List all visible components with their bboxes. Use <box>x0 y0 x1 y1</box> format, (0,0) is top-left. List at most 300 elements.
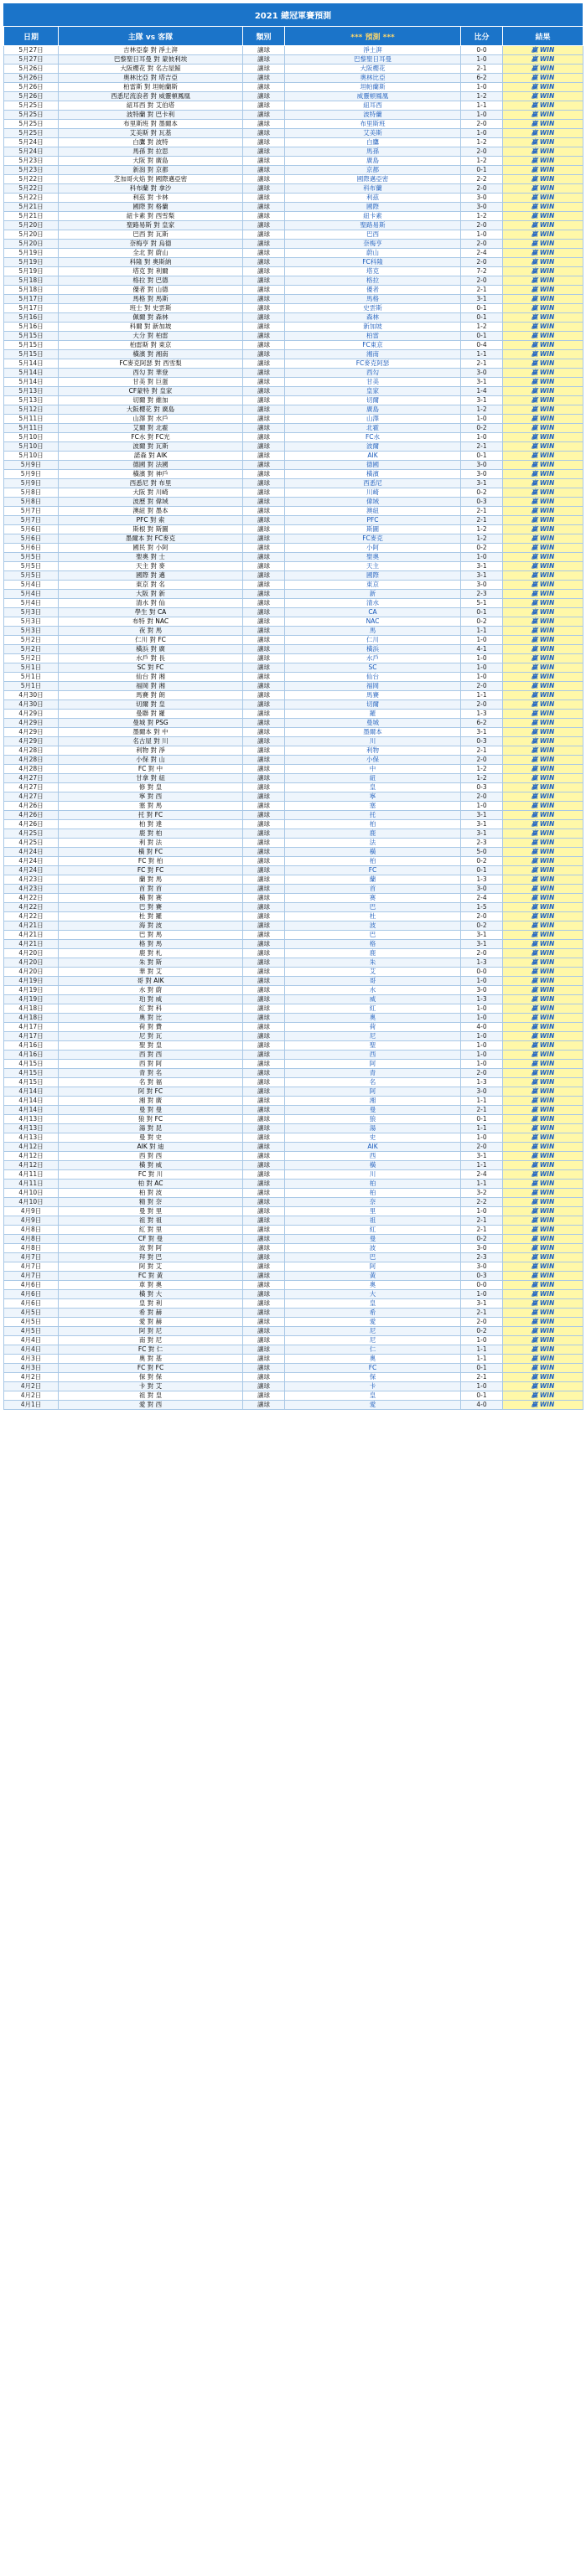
row-score: 1-2 <box>461 405 503 415</box>
row-result: 贏 WIN <box>503 1041 583 1051</box>
table-row <box>4 1355 583 1364</box>
row-match: 塔克 對 利爾 <box>59 267 243 276</box>
row-result: 贏 WIN <box>503 1272 583 1281</box>
table-row <box>4 811 583 820</box>
table-row <box>4 295 583 304</box>
table-row <box>4 728 583 737</box>
row-result: 贏 WIN <box>503 498 583 507</box>
row-type: 讓球 <box>243 111 285 120</box>
row-score: 2-1 <box>461 507 503 516</box>
row-pick: 奈 <box>285 1198 461 1207</box>
row-result: 贏 WIN <box>503 792 583 802</box>
row-pick: 尼 <box>285 1032 461 1041</box>
row-result: 贏 WIN <box>503 1364 583 1373</box>
row-score: 2-0 <box>461 276 503 286</box>
row-match: 馬格 對 馬斯 <box>59 295 243 304</box>
row-result: 贏 WIN <box>503 783 583 792</box>
row-type: 讓球 <box>243 212 285 221</box>
row-pick: 國際 <box>285 571 461 581</box>
row-date: 5月5日 <box>4 571 59 581</box>
row-match: 斯根 對 斯圖 <box>59 525 243 534</box>
row-type: 讓球 <box>243 1216 285 1226</box>
row-pick: FC <box>285 1364 461 1373</box>
row-match: 馬孫 對 拉思 <box>59 147 243 157</box>
row-result: 贏 WIN <box>503 387 583 396</box>
row-type: 讓球 <box>243 1391 285 1401</box>
row-match: 鹿 對 札 <box>59 949 243 958</box>
table-header-row <box>4 27 583 46</box>
table-row <box>4 1087 583 1097</box>
row-score: 4-0 <box>461 1023 503 1032</box>
row-pick: 新加坡 <box>285 323 461 332</box>
row-match: 紅 對 里 <box>59 1226 243 1235</box>
row-pick: 皇 <box>285 783 461 792</box>
row-type: 讓球 <box>243 839 285 848</box>
row-result: 贏 WIN <box>503 433 583 442</box>
row-date: 5月10日 <box>4 433 59 442</box>
row-score: 0-0 <box>461 1281 503 1290</box>
row-match: 拜 對 巴 <box>59 1253 243 1262</box>
page-title: 2021 總冠軍賽預測 <box>3 3 583 26</box>
row-score: 1-0 <box>461 636 503 645</box>
row-date: 5月27日 <box>4 55 59 65</box>
row-date: 5月14日 <box>4 359 59 369</box>
row-match: 曼聯 對 羅 <box>59 710 243 719</box>
table-row <box>4 230 583 240</box>
row-type: 讓球 <box>243 74 285 83</box>
row-pick: 尼 <box>285 1336 461 1345</box>
table-row <box>4 1391 583 1401</box>
row-match: 國際 對 格蘭 <box>59 203 243 212</box>
row-date: 4月7日 <box>4 1253 59 1262</box>
table-row <box>4 516 583 525</box>
table-row <box>4 1041 583 1051</box>
row-date: 4月22日 <box>4 894 59 903</box>
row-type: 讓球 <box>243 636 285 645</box>
row-date: 5月25日 <box>4 111 59 120</box>
row-result: 贏 WIN <box>503 378 583 387</box>
row-pick: 史 <box>285 1133 461 1143</box>
row-score: 1-0 <box>461 1051 503 1060</box>
row-result: 贏 WIN <box>503 1069 583 1078</box>
row-type: 讓球 <box>243 1373 285 1382</box>
row-pick: 橫濱 <box>285 470 461 479</box>
table-row <box>4 599 583 608</box>
row-type: 讓球 <box>243 691 285 700</box>
table-row <box>4 1115 583 1124</box>
row-score: 5-0 <box>461 848 503 857</box>
row-type: 讓球 <box>243 415 285 424</box>
row-score: 7-2 <box>461 267 503 276</box>
row-type: 讓球 <box>243 424 285 433</box>
row-date: 5月14日 <box>4 369 59 378</box>
row-score: 1-0 <box>461 1032 503 1041</box>
row-score: 2-0 <box>461 912 503 921</box>
row-match: 阿 對 FC <box>59 1087 243 1097</box>
row-date: 4月20日 <box>4 968 59 977</box>
table-row <box>4 857 583 866</box>
row-type: 讓球 <box>243 1290 285 1299</box>
table-row <box>4 1401 583 1410</box>
row-result: 贏 WIN <box>503 1051 583 1060</box>
table-row <box>4 276 583 286</box>
row-pick: 新 <box>285 590 461 599</box>
row-type: 讓球 <box>243 534 285 544</box>
row-date: 4月2日 <box>4 1373 59 1382</box>
row-date: 4月13日 <box>4 1133 59 1143</box>
row-score: 0-3 <box>461 498 503 507</box>
row-type: 讓球 <box>243 1115 285 1124</box>
row-date: 5月17日 <box>4 295 59 304</box>
row-result: 贏 WIN <box>503 507 583 516</box>
row-score: 2-0 <box>461 240 503 249</box>
table-row <box>4 1373 583 1382</box>
row-score: 1-0 <box>461 129 503 138</box>
row-result: 贏 WIN <box>503 203 583 212</box>
row-type: 讓球 <box>243 645 285 654</box>
row-type: 讓球 <box>243 1106 285 1115</box>
row-result: 贏 WIN <box>503 1014 583 1023</box>
row-match: 湯 對 昆 <box>59 1124 243 1133</box>
row-score: 1-3 <box>461 710 503 719</box>
row-result: 贏 WIN <box>503 1115 583 1124</box>
row-date: 4月23日 <box>4 885 59 894</box>
row-score: 3-0 <box>461 885 503 894</box>
row-match: 南 對 尼 <box>59 1336 243 1345</box>
row-date: 5月10日 <box>4 452 59 461</box>
row-score: 1-0 <box>461 673 503 682</box>
row-result: 贏 WIN <box>503 1078 583 1087</box>
table-row <box>4 848 583 857</box>
row-result: 贏 WIN <box>503 1097 583 1106</box>
row-pick: 皇 <box>285 1391 461 1401</box>
table-row <box>4 83 583 92</box>
row-pick: 奧林比亞 <box>285 74 461 83</box>
row-score: 2-1 <box>461 1216 503 1226</box>
row-pick: 阿 <box>285 1060 461 1069</box>
row-pick: 仁 <box>285 1345 461 1355</box>
row-type: 讓球 <box>243 461 285 470</box>
table-row <box>4 756 583 765</box>
row-pick: 斯圖 <box>285 525 461 534</box>
row-match: 全北 對 蔚山 <box>59 249 243 258</box>
row-pick: 國際 <box>285 203 461 212</box>
row-type: 讓球 <box>243 1382 285 1391</box>
row-match: 西 對 阿 <box>59 1060 243 1069</box>
row-score: 0-1 <box>461 166 503 175</box>
row-score: 4-1 <box>461 645 503 654</box>
row-pick: 東京 <box>285 581 461 590</box>
row-result: 贏 WIN <box>503 737 583 746</box>
row-date: 4月26日 <box>4 802 59 811</box>
row-result: 贏 WIN <box>503 55 583 65</box>
row-score: 2-1 <box>461 1106 503 1115</box>
table-row <box>4 488 583 498</box>
row-score: 1-2 <box>461 92 503 101</box>
row-match: 修 對 皇 <box>59 783 243 792</box>
row-result: 贏 WIN <box>503 1373 583 1382</box>
row-match: 湘 對 廣 <box>59 1097 243 1106</box>
row-match: 白鷹 對 波特 <box>59 138 243 147</box>
row-match: 橫 對 大 <box>59 1290 243 1299</box>
row-pick: 小保 <box>285 756 461 765</box>
table-row <box>4 498 583 507</box>
row-match: 卡 對 艾 <box>59 1382 243 1391</box>
row-result: 贏 WIN <box>503 1170 583 1180</box>
row-match: 天主 對 麥 <box>59 562 243 571</box>
header-score: 比分 <box>461 27 503 46</box>
row-date: 5月7日 <box>4 507 59 516</box>
row-type: 讓球 <box>243 147 285 157</box>
row-date: 4月5日 <box>4 1309 59 1318</box>
row-match: 橫浜 對 廣 <box>59 645 243 654</box>
row-result: 贏 WIN <box>503 405 583 415</box>
row-pick: 西 <box>285 1051 461 1060</box>
row-date: 5月24日 <box>4 138 59 147</box>
row-type: 讓球 <box>243 369 285 378</box>
row-date: 4月11日 <box>4 1180 59 1189</box>
row-score: 2-0 <box>461 147 503 157</box>
row-pick: 阿 <box>285 1262 461 1272</box>
row-match: 巴 對 馬 <box>59 931 243 940</box>
row-score: 0-1 <box>461 452 503 461</box>
table-row <box>4 304 583 313</box>
row-type: 讓球 <box>243 544 285 553</box>
row-result: 贏 WIN <box>503 295 583 304</box>
row-result: 贏 WIN <box>503 839 583 848</box>
row-date: 4月19日 <box>4 977 59 986</box>
row-date: 5月26日 <box>4 65 59 74</box>
row-result: 贏 WIN <box>503 949 583 958</box>
row-pick: 曼城 <box>285 719 461 728</box>
row-result: 贏 WIN <box>503 1355 583 1364</box>
row-match: 艾爾 對 北霍 <box>59 424 243 433</box>
table-row <box>4 507 583 516</box>
row-pick: 史雲斯 <box>285 304 461 313</box>
row-result: 贏 WIN <box>503 912 583 921</box>
row-match: 橫 對 赛 <box>59 894 243 903</box>
row-result: 贏 WIN <box>503 1262 583 1272</box>
row-result: 贏 WIN <box>503 46 583 55</box>
row-result: 贏 WIN <box>503 1382 583 1391</box>
row-date: 4月29日 <box>4 710 59 719</box>
row-type: 讓球 <box>243 581 285 590</box>
row-score: 2-3 <box>461 839 503 848</box>
row-pick: 大 <box>285 1290 461 1299</box>
table-row <box>4 654 583 663</box>
row-score: 2-2 <box>461 1198 503 1207</box>
row-result: 贏 WIN <box>503 571 583 581</box>
row-type: 讓球 <box>243 83 285 92</box>
row-match: 祖 對 祖 <box>59 1216 243 1226</box>
row-match: 曼 對 史 <box>59 1133 243 1143</box>
row-pick: 優者 <box>285 286 461 295</box>
table-row <box>4 1180 583 1189</box>
table-row <box>4 175 583 184</box>
row-result: 贏 WIN <box>503 442 583 452</box>
row-date: 5月19日 <box>4 267 59 276</box>
row-date: 4月19日 <box>4 995 59 1004</box>
row-score: 1-0 <box>461 433 503 442</box>
row-result: 贏 WIN <box>503 488 583 498</box>
table-row <box>4 1198 583 1207</box>
row-result: 贏 WIN <box>503 894 583 903</box>
row-type: 讓球 <box>243 682 285 691</box>
row-score: 3-1 <box>461 931 503 940</box>
row-date: 4月25日 <box>4 829 59 839</box>
row-score: 3-0 <box>461 194 503 203</box>
header-result: 結果 <box>503 27 583 46</box>
row-score: 0-1 <box>461 332 503 341</box>
row-type: 讓球 <box>243 774 285 783</box>
row-match: 朱 對 斯 <box>59 958 243 968</box>
row-type: 讓球 <box>243 617 285 627</box>
row-pick: 澳紐 <box>285 507 461 516</box>
row-date: 4月19日 <box>4 986 59 995</box>
row-pick: 大阪櫻花 <box>285 65 461 74</box>
row-match: 吉林亞泰 對 淨土湃 <box>59 46 243 55</box>
row-match: 西勾 對 華登 <box>59 369 243 378</box>
row-match: 新潟 對 京都 <box>59 166 243 175</box>
row-result: 贏 WIN <box>503 802 583 811</box>
table-row <box>4 617 583 627</box>
row-match: 格 對 馬 <box>59 940 243 949</box>
row-type: 讓球 <box>243 885 285 894</box>
table-row <box>4 866 583 875</box>
row-score: 2-0 <box>461 1318 503 1327</box>
row-type: 讓球 <box>243 194 285 203</box>
table-row <box>4 267 583 276</box>
row-type: 讓球 <box>243 1299 285 1309</box>
table-row <box>4 286 583 295</box>
row-type: 讓球 <box>243 203 285 212</box>
row-match: 柏 對 達 <box>59 820 243 829</box>
row-type: 讓球 <box>243 792 285 802</box>
row-score: 2-0 <box>461 1143 503 1152</box>
row-match: 聖 對 皇 <box>59 1041 243 1051</box>
row-score: 0-3 <box>461 737 503 746</box>
row-match: 柏雷斯 對 坦帕蘭斯 <box>59 83 243 92</box>
row-match: 車 對 奧 <box>59 1281 243 1290</box>
row-date: 5月2日 <box>4 654 59 663</box>
row-score: 0-2 <box>461 1327 503 1336</box>
row-score: 2-1 <box>461 359 503 369</box>
row-result: 贏 WIN <box>503 175 583 184</box>
table-row <box>4 746 583 756</box>
row-date: 4月6日 <box>4 1281 59 1290</box>
row-pick: 馬格 <box>285 295 461 304</box>
row-result: 贏 WIN <box>503 958 583 968</box>
row-score: 2-0 <box>461 792 503 802</box>
row-score: 0-0 <box>461 46 503 55</box>
table-row <box>4 1078 583 1087</box>
row-date: 4月6日 <box>4 1299 59 1309</box>
row-score: 2-0 <box>461 221 503 230</box>
row-type: 讓球 <box>243 1087 285 1097</box>
row-pick: 波 <box>285 921 461 931</box>
row-pick: 中 <box>285 765 461 774</box>
row-date: 5月3日 <box>4 608 59 617</box>
table-row <box>4 940 583 949</box>
row-match: 柏 對 AC <box>59 1180 243 1189</box>
row-score: 1-3 <box>461 958 503 968</box>
table-row <box>4 829 583 839</box>
row-date: 5月1日 <box>4 673 59 682</box>
row-score: 1-1 <box>461 691 503 700</box>
row-pick: 橫 <box>285 848 461 857</box>
row-match: CF蒙特 對 皇家 <box>59 387 243 396</box>
row-match: 奈梅亨 對 烏德 <box>59 240 243 249</box>
row-type: 讓球 <box>243 921 285 931</box>
row-match: 切爾 對 皇 <box>59 700 243 710</box>
row-result: 贏 WIN <box>503 120 583 129</box>
table-row <box>4 184 583 194</box>
row-match: 西 對 西 <box>59 1051 243 1060</box>
table-row <box>4 194 583 203</box>
row-type: 讓球 <box>243 55 285 65</box>
row-match: 祖 對 皇 <box>59 1391 243 1401</box>
row-date: 5月5日 <box>4 553 59 562</box>
row-pick: 坦帕蘭斯 <box>285 83 461 92</box>
row-score: 2-0 <box>461 682 503 691</box>
row-type: 讓球 <box>243 756 285 765</box>
row-date: 4月8日 <box>4 1226 59 1235</box>
row-score: 0-2 <box>461 1235 503 1244</box>
row-score: 3-0 <box>461 461 503 470</box>
row-type: 讓球 <box>243 101 285 111</box>
row-pick: 川 <box>285 737 461 746</box>
row-type: 讓球 <box>243 820 285 829</box>
row-result: 贏 WIN <box>503 691 583 700</box>
row-type: 讓球 <box>243 387 285 396</box>
row-match: 科爾 對 新加坡 <box>59 323 243 332</box>
row-date: 5月22日 <box>4 184 59 194</box>
row-pick: 柏 <box>285 820 461 829</box>
row-match: 鹿 對 柏 <box>59 829 243 839</box>
row-date: 5月10日 <box>4 442 59 452</box>
row-result: 贏 WIN <box>503 1060 583 1069</box>
row-pick: 紅 <box>285 1226 461 1235</box>
row-result: 贏 WIN <box>503 184 583 194</box>
row-date: 5月4日 <box>4 599 59 608</box>
row-type: 讓球 <box>243 304 285 313</box>
row-result: 贏 WIN <box>503 111 583 120</box>
row-pick: 波爾 <box>285 442 461 452</box>
row-pick: 鹿 <box>285 829 461 839</box>
row-pick: 水 <box>285 986 461 995</box>
row-type: 讓球 <box>243 525 285 534</box>
row-score: 1-0 <box>461 83 503 92</box>
header-date: 日期 <box>4 27 59 46</box>
table-row <box>4 958 583 968</box>
row-date: 5月9日 <box>4 470 59 479</box>
row-pick: 阿 <box>285 1087 461 1097</box>
row-type: 讓球 <box>243 949 285 958</box>
row-match: 科隆 對 奧斯納 <box>59 258 243 267</box>
row-result: 贏 WIN <box>503 719 583 728</box>
row-match: 杜 對 羅 <box>59 912 243 921</box>
table-row <box>4 931 583 940</box>
row-pick: 聖奧 <box>285 553 461 562</box>
row-pick: 塞 <box>285 802 461 811</box>
table-row <box>4 433 583 442</box>
row-result: 贏 WIN <box>503 728 583 737</box>
row-result: 贏 WIN <box>503 138 583 147</box>
row-result: 贏 WIN <box>503 590 583 599</box>
row-date: 5月19日 <box>4 249 59 258</box>
row-pick: 馬 <box>285 627 461 636</box>
row-score: 0-3 <box>461 1272 503 1281</box>
